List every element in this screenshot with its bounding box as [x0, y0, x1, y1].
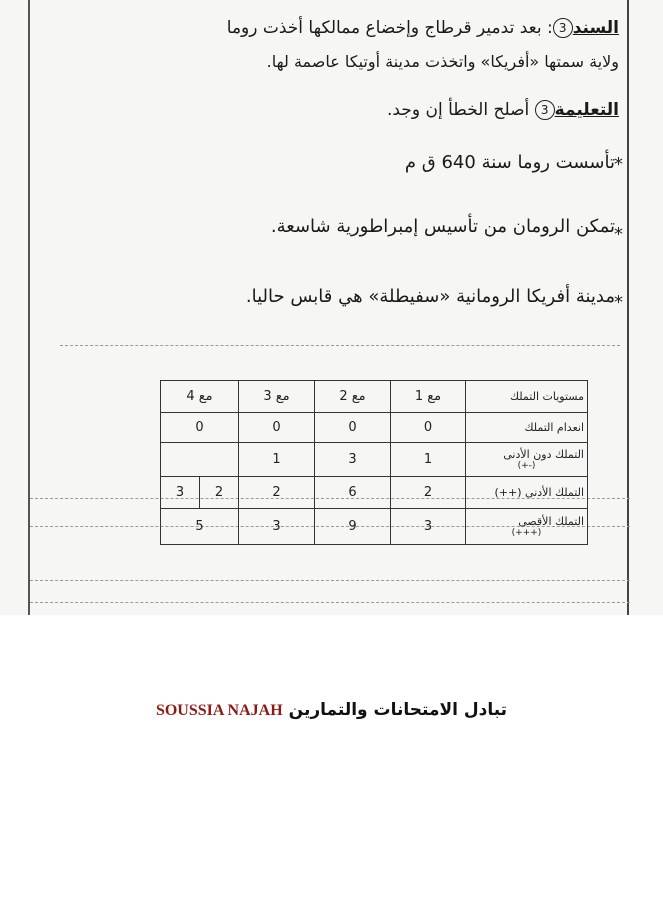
header-criterion-1: مع 1 — [391, 381, 466, 413]
scan-dash — [60, 345, 620, 346]
table-cell: 3 — [175, 485, 185, 500]
table-row — [161, 509, 588, 545]
grading-table — [160, 380, 588, 545]
statement-2: تمكن الرومان من تأسيس إمبراطورية شاسعة. — [270, 216, 615, 237]
header-criterion-4: مع 4 — [161, 381, 239, 413]
table-cell: 0 — [315, 413, 391, 443]
bullet-icon: * — [614, 224, 623, 245]
table-row — [161, 413, 588, 443]
table-cell: 0 — [239, 413, 315, 443]
row-label: التملك الأدنى (++) — [466, 477, 588, 509]
table-row — [161, 477, 588, 509]
table-cell: 0 — [391, 413, 466, 443]
row-label: التملك الأقصى (+++) — [466, 509, 588, 545]
task-label: التعليمة — [554, 100, 619, 120]
table-cell: 0 — [161, 413, 239, 443]
bullet-icon: * — [614, 154, 623, 175]
statement-1: تأسست روما سنة 640 ق م — [404, 152, 615, 173]
bullet-icon: * — [614, 292, 623, 313]
statement-3: مدينة أفريكا الرومانية «سفيطلة» هي قابس حاليا. — [245, 286, 615, 307]
page-left-border — [28, 0, 30, 615]
table-cell: 3 — [391, 509, 466, 545]
table-cell: 3 — [239, 509, 315, 545]
table-cell: 6 — [315, 477, 391, 509]
table-cell — [161, 443, 239, 477]
table-cell: 9 — [315, 509, 391, 545]
table-cell: 2 — [391, 477, 466, 509]
header-criterion-2: مع 2 — [315, 381, 391, 413]
table-header-row — [161, 381, 588, 413]
source-text-1: : بعد تدمير قرطاج وإخضاع ممالكها أخذت روما — [226, 18, 553, 38]
table-cell: 3 — [315, 443, 391, 477]
header-levels: مستويات التملك — [466, 381, 588, 413]
table-cell-split — [161, 477, 239, 509]
source-label: السند — [572, 18, 619, 38]
table-cell: 2 — [199, 477, 238, 508]
page-right-border — [627, 0, 629, 615]
source-line-1 — [227, 18, 619, 38]
header-criterion-3: مع 3 — [239, 381, 315, 413]
scan-dash — [30, 580, 630, 581]
source-line-2: ولاية سمتها «أفريكا» واتخذت مدينة أوتيكا عاصمة لها. — [266, 52, 619, 71]
table-cell: 1 — [391, 443, 466, 477]
footer-credit — [0, 700, 663, 720]
task-line — [387, 100, 619, 120]
table-cell: 1 — [239, 443, 315, 477]
task-text: أصلح الخطأ إن وجد. — [387, 100, 530, 120]
scan-dash — [30, 602, 630, 603]
table-cell: 5 — [161, 509, 239, 545]
task-number: 3 — [535, 100, 555, 120]
footer-arabic: تبادل الامتحانات والتمارين — [288, 700, 508, 720]
footer-brand: SOUSSIA NAJAH — [155, 702, 283, 719]
table-row — [161, 443, 588, 477]
source-number: 3 — [553, 18, 573, 38]
table-cell: 2 — [239, 477, 315, 509]
row-label: انعدام التملك — [466, 413, 588, 443]
row-label: التملك دون الأدنى (-+) — [466, 443, 588, 477]
